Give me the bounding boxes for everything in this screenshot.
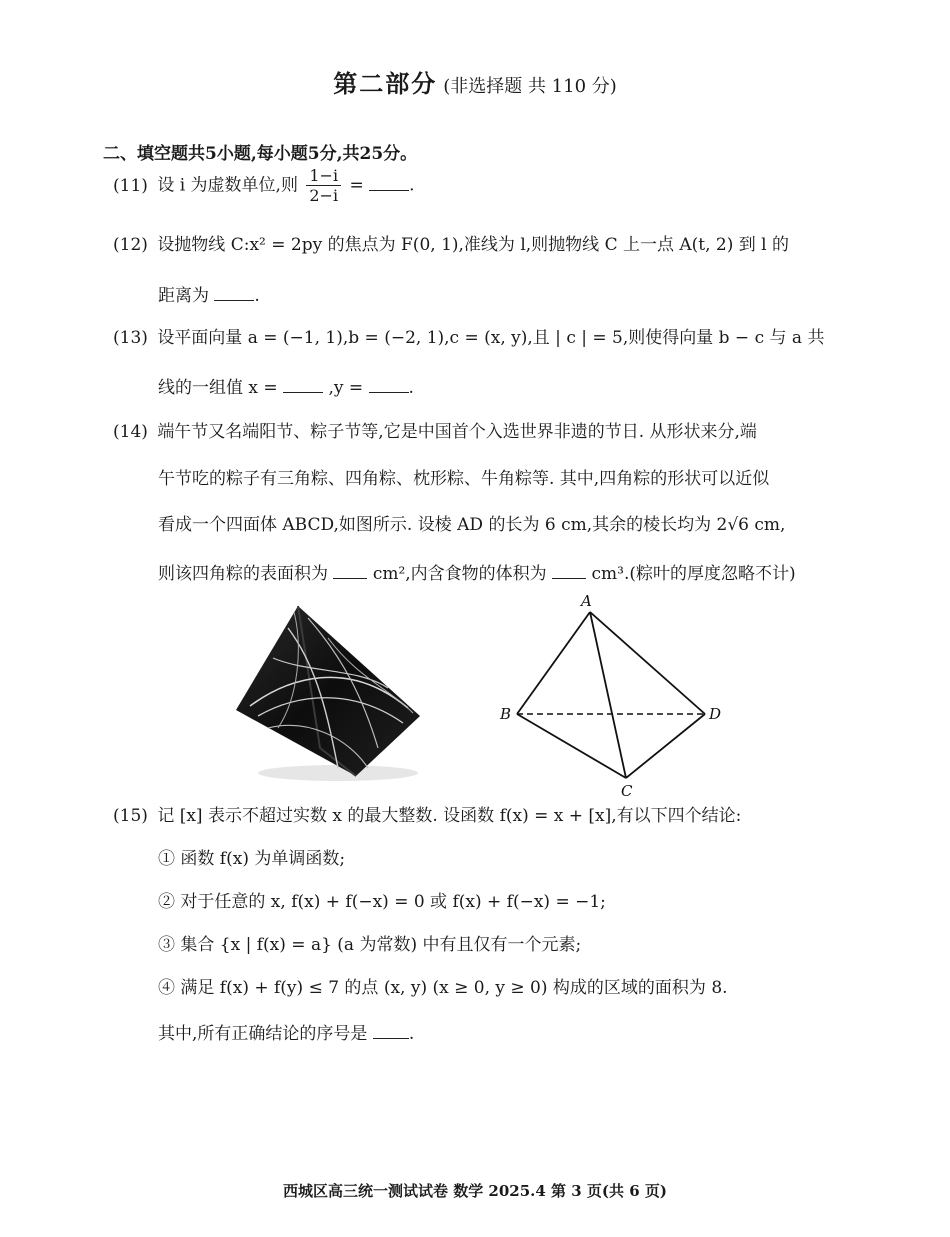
question-15-ask: 其中,所有正确结论的序号是 . xyxy=(158,1024,415,1044)
question-number: (11) xyxy=(113,175,148,196)
question-14 xyxy=(113,424,757,441)
fraction-numerator: 1−i xyxy=(306,168,341,186)
question-text-line4b: cm²,内含食物的体积为 xyxy=(372,564,547,584)
answer-blank-x[interactable] xyxy=(283,378,323,393)
conclusion-3: ③ 集合 {x | f(x) = a} (a 为常数) 中有且仅有一个元素; xyxy=(158,935,582,955)
answer-blank-y[interactable] xyxy=(369,378,409,393)
vertex-label-D: D xyxy=(709,705,722,723)
edge-AB xyxy=(517,612,590,714)
edge-AC xyxy=(590,612,626,778)
vertex-label-A: A xyxy=(581,592,592,610)
question-text-line1: 设抛物线 C:x² = 2py 的焦点为 F(0, 1),准线为 l,则抛物线 C 上一点 A(t, 2) 到 l 的 xyxy=(157,235,790,255)
question-text-line2b: ,y = xyxy=(328,378,364,398)
question-15 xyxy=(113,808,741,825)
question-text: 设 i 为虚数单位,则 xyxy=(157,175,298,196)
vertex-label-C: C xyxy=(621,782,633,800)
answer-blank-volume[interactable] xyxy=(552,564,586,579)
question-ask-text: 其中,所有正确结论的序号是 xyxy=(158,1024,368,1044)
answer-blank-area[interactable] xyxy=(333,564,367,579)
question-12 xyxy=(113,237,789,254)
question-number: (12) xyxy=(113,235,148,255)
question-text-line1: 端午节又名端阳节、粽子节等,它是中国首个入选世界非遗的节日. 从形状来分,端 xyxy=(157,422,757,442)
section-heading: 二、填空题共5小题,每小题5分,共25分。 xyxy=(103,144,418,164)
equals-sign: = xyxy=(349,175,364,196)
question-12-line2: 距离为 . xyxy=(158,286,260,306)
edge-AD xyxy=(590,612,705,714)
zongzi-photo xyxy=(228,598,428,788)
question-13 xyxy=(113,330,824,347)
question-intro: 记 [x] 表示不超过实数 x 的最大整数. 设函数 f(x) = x + [x],有以下四个结论: xyxy=(157,806,742,826)
tetrahedron-figure xyxy=(495,592,745,802)
question-11: (11) 设 i 为虚数单位,则 $\frac{1-i}{2-i}$ = . xyxy=(113,166,415,205)
question-13-line2: 线的一组值 x = ,y = . xyxy=(158,378,414,398)
answer-blank[interactable] xyxy=(369,176,409,191)
answer-blank[interactable] xyxy=(373,1024,409,1039)
question-text-line4a: 则该四角粽的表面积为 xyxy=(158,564,328,584)
question-text-line1: 设平面向量 a = (−1, 1),b = (−2, 1),c = (x, y),且 | c | = 5,则使得向量 b − c 与 a 共 xyxy=(157,328,825,348)
page-footer: 西城区高三统一测试试卷 数学 2025.4 第 3 页(共 6 页) xyxy=(282,1182,668,1200)
edge-BC xyxy=(517,714,626,778)
edge-CD xyxy=(626,714,705,778)
question-text-line2: 距离为 xyxy=(158,286,209,306)
fraction xyxy=(306,168,341,204)
page-title xyxy=(0,64,950,99)
question-14-line3: 看成一个四面体 ABCD,如图所示. 设棱 AD 的长为 6 cm,其余的棱长均为 2√6 cm, xyxy=(158,515,786,535)
question-14-line4 xyxy=(158,564,796,583)
question-number: (14) xyxy=(113,422,148,442)
answer-blank[interactable] xyxy=(214,286,254,301)
conclusion-1: ① 函数 f(x) 为单调函数; xyxy=(158,849,346,869)
conclusion-4: ④ 满足 f(x) + f(y) ≤ 7 的点 (x, y) (x ≥ 0, y ≥ 0) 构成的区域的面积为 8. xyxy=(158,978,728,998)
fraction-denominator: 2−i xyxy=(309,186,339,205)
question-number: (15) xyxy=(113,806,148,826)
question-number: (13) xyxy=(113,328,148,348)
part-title: 第二部分 xyxy=(333,69,438,98)
conclusion-2: ② 对于任意的 x, f(x) + f(−x) = 0 或 f(x) + f(−x) = −1; xyxy=(158,892,606,912)
question-text-line4c: cm³.(粽叶的厚度忽略不计) xyxy=(591,564,796,584)
question-14-line2: 午节吃的粽子有三角粽、四角粽、枕形粽、牛角粽等. 其中,四角粽的形状可以近似 xyxy=(158,469,770,489)
part-subtitle: (非选择题 共 110 分) xyxy=(443,76,617,97)
question-text-line2a: 线的一组值 x = xyxy=(158,378,278,398)
vertex-label-B: B xyxy=(500,705,512,723)
